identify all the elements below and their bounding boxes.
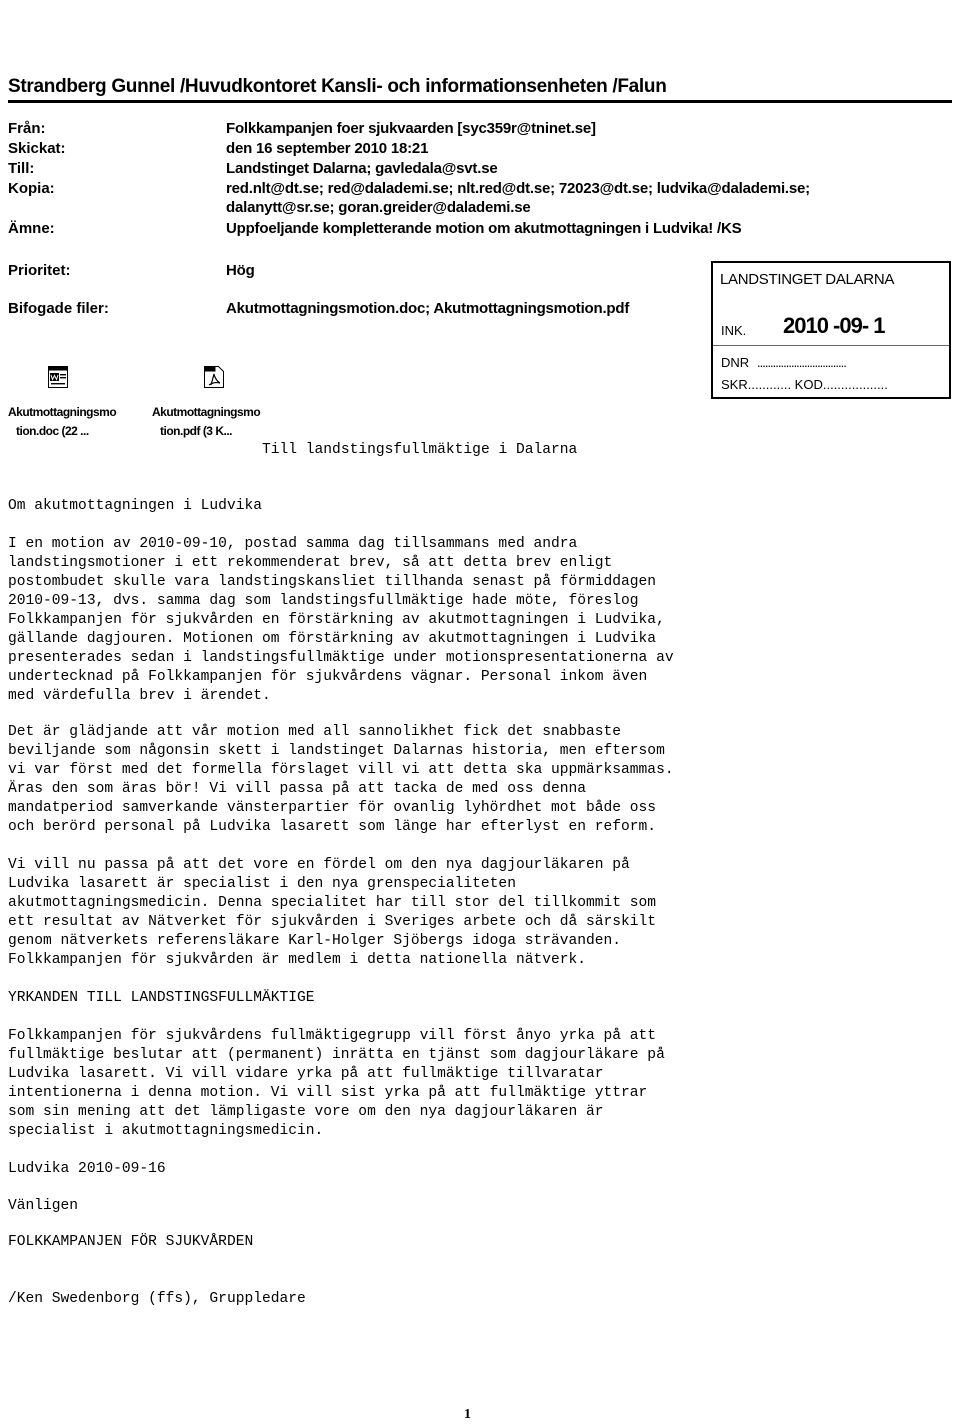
letter-closing: Vänligen xyxy=(8,1198,79,1214)
attachment-doc-name[interactable]: Akutmottagningsmo xyxy=(8,405,117,419)
field-value-sent: den 16 september 2010 18:21 xyxy=(226,140,429,157)
stamp-skr-kod: SKR............ KOD.................. xyxy=(721,377,888,392)
letter-signature: /Ken Swedenborg (ffs), Gruppledare xyxy=(8,1291,306,1307)
field-label-subject: Ämne: xyxy=(8,220,55,237)
stamp-dnr-label: DNR xyxy=(721,355,750,370)
field-value-cc[interactable]: red.nlt@dt.se; red@dalademi.se; nlt.red@dt.se; 72023@dt.se; ludvika@dalademi.se; xyxy=(226,180,810,197)
pdf-document-icon[interactable] xyxy=(204,366,224,388)
field-value-priority: Hög xyxy=(226,262,255,279)
field-value-from[interactable]: Folkkampanjen foer sjukvaarden [syc359r@tninet.se] xyxy=(226,120,596,137)
letter-paragraph-1: I en motion av 2010-09-10, postad samma dag tillsammans med andra landstingsmotioner i ett rekommenderat brev, så att detta brev enligt postombudet skulle vara landstingskansliet tillhanda senast på förmiddagen 2010-09-13, dvs. samma dag som landstingsfullmäktige hade möte, föreslog Folkkampanjen för sjukvården en förstärkning av akutmottagningen i Ludvika, gällande dagjouren. Motionen om förstärkning av akutmottagningen i Ludvika presenterades sedan i landstingsfullmäktige under motionspresentationerna av undertecknad på Folkkampanjen för sjukvårdens vägnar. Personal inkom även med värdefulla brev i ärendet. xyxy=(8,536,674,704)
attachment-doc-size[interactable]: tion.doc (22 ... xyxy=(16,424,89,438)
field-label-sent: Skickat: xyxy=(8,140,66,157)
field-label-cc: Kopia: xyxy=(8,180,55,197)
stamp-dnr-dots: .................................. xyxy=(757,355,846,370)
letter-salutation: Till landstingsfullmäktige i Dalarna xyxy=(262,442,578,458)
page-number: 1 xyxy=(464,1407,471,1422)
letter-place-date: Ludvika 2010-09-16 xyxy=(8,1161,166,1177)
letter-heading: Om akutmottagningen i Ludvika xyxy=(8,498,262,514)
letter-organisation: FOLKKAMPANJEN FÖR SJUKVÅRDEN xyxy=(8,1234,254,1250)
sender-heading: Strandberg Gunnel /Huvudkontoret Kansli- och informationsenheten /Falun xyxy=(8,76,667,97)
stamp-ink-label: INK. xyxy=(721,323,747,338)
header-rule xyxy=(8,100,952,103)
field-value-subject: Uppfoeljande kompletterande motion om akutmottagningen i Ludvika! /KS xyxy=(226,220,742,237)
letter-paragraph-2: Det är glädjande att vår motion med all sannolikhet fick det snabbaste beviljande som någonsin skett i landstinget Dalarnas historia, men eftersom vi var först med det formella förslaget vill vi att detta ska uppmärksammas. Äras den som äras bör! Vi vill passa på att tacka de med oss denna mandatperiod samverkande vänsterpartier för ovanlig lyhördhet mot både oss och berörd personal på Ludvika lasarett som länge har efterlyst en reform. xyxy=(8,724,674,835)
field-label-priority: Prioritet: xyxy=(8,262,71,279)
field-label-from: Från: xyxy=(8,120,46,137)
attachment-pdf-size[interactable]: tion.pdf (3 K... xyxy=(160,424,232,438)
field-value-cc-continued[interactable]: dalanytt@sr.se; goran.greider@dalademi.se xyxy=(226,199,531,216)
field-value-to[interactable]: Landstinget Dalarna; gavledala@svt.se xyxy=(226,160,498,177)
stamp-ink-date: 2010 -09- 1 xyxy=(783,313,885,338)
stamp-title: LANDSTINGET DALARNA xyxy=(720,271,895,288)
field-label-to: Till: xyxy=(8,160,35,177)
letter-paragraph-3: Vi vill nu passa på att det vore en fördel om den nya dagjourläkaren på Ludvika lasarett är specialist i den nya grenspecialiteten akutmottagningsmedicin. Denna specialitet har till stor del tillkommit som ett resultat av Nätverket för sjukvården i Sveriges arbete och då särskilt genom nätverkets referensläkare Karl-Holger Sjöbergs idoga strävanden. Folkkampanjen för sjukvården är medlem i detta nationella nätverk. xyxy=(8,857,657,968)
letter-paragraph-4: Folkkampanjen för sjukvårdens fullmäktigegrupp vill först ånyo yrka på att fullmäktige beslutar att (permanent) inrätta en tjänst som dagjourläkare på Ludvika lasarett. Vi vill vidare yrka på att fullmäktige tillvaratar intentionerna i denna motion. Vi vill sist yrka på att fullmäktige yttrar som sin mening att det lämpligaste vore om den nya dagjourläkaren är specialist i akutmottagningsmedicin. xyxy=(8,1028,665,1139)
attachment-pdf-name[interactable]: Akutmottagningsmo xyxy=(152,405,261,419)
stamp-separator xyxy=(713,345,949,346)
word-document-icon[interactable] xyxy=(48,366,68,388)
received-stamp xyxy=(711,261,951,399)
demands-heading: YRKANDEN TILL LANDSTINGSFULLMÄKTIGE xyxy=(8,990,315,1006)
field-value-attachments[interactable]: Akutmottagningsmotion.doc; Akutmottagningsmotion.pdf xyxy=(226,300,630,317)
field-label-attachments: Bifogade filer: xyxy=(8,300,109,317)
